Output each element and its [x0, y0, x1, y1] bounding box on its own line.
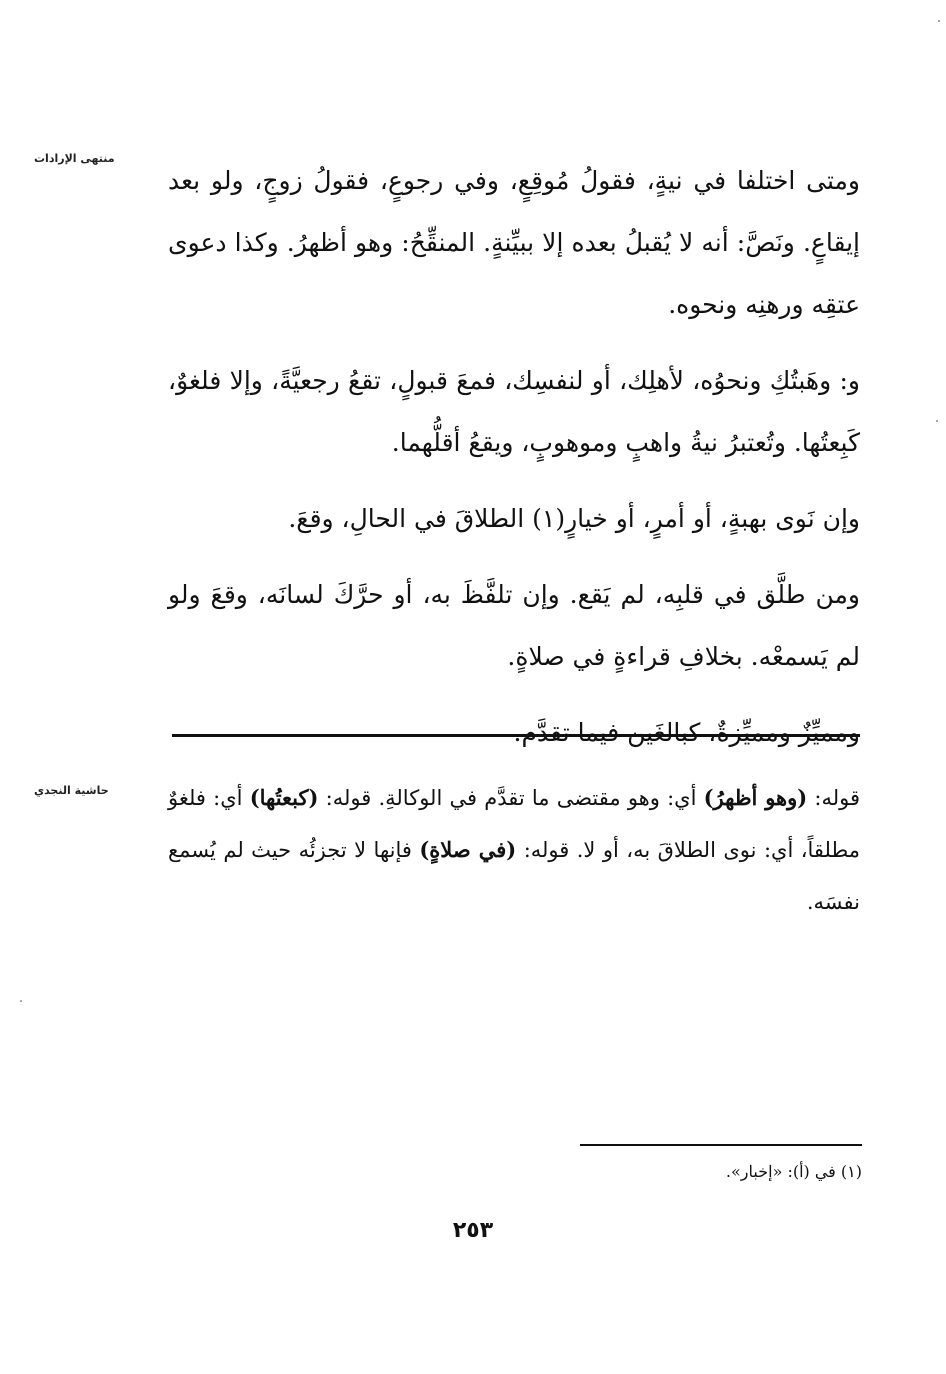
footnote: (١) في (أ): «إخبار».	[725, 1162, 862, 1181]
main-divider	[172, 734, 860, 737]
main-paragraph-5: ومميِّزٌ ومميِّزةٌ، كبالغَين فيما تقدَّم.	[513, 718, 860, 747]
footnote-divider	[580, 1144, 862, 1146]
side-label-hashia: حاشية النجدي	[34, 784, 109, 797]
hashia-text-2: أي: فلغوٌ مطلقاً، أي: نوى الطلاقَ به، أو لا. قوله:	[168, 786, 860, 862]
hashia-prefix: قوله:	[807, 786, 861, 810]
scan-speck	[936, 420, 938, 422]
main-paragraph-3: وإن نَوى بهبةٍ، أو أمرٍ، أو خيارٍ(١) الطلاقَ في الحالِ، وقعَ.	[288, 504, 860, 533]
main-paragraph-2: و: وهَبتُكِ ونحوُه، لأهلِك، أو لنفسِك، فمعَ قبولٍ، تقعُ رجعيَّةً، وإلا فلغوٌ، كَبِعتُها. وتُعتبرُ نيةُ واهبٍ وموهوبٍ، ويقعُ أقلُّهما.	[168, 366, 860, 457]
main-body	[168, 150, 860, 778]
hashia-quote-2: (كبعتُها)	[249, 785, 319, 810]
scan-speck	[938, 20, 940, 22]
main-paragraph-1: ومتى اختلفا في نيةٍ، فقولُ مُوقِعٍ، وفي رجوعٍ، فقولُ زوجٍ، ولو بعد إيقاعٍ. ونَصَّ: أنه لا يُقبلُ بعده إلا ببيِّنةٍ. المنقِّحُ: وهو أظهرُ. وكذا دعوى عتقِه ورهنِه ونحوه.	[168, 166, 860, 319]
scan-speck	[20, 1000, 22, 1002]
side-label-main: منتهى الإرادات	[34, 152, 115, 165]
page-number: ٢٥٣	[452, 1218, 494, 1243]
hashia-paragraph	[168, 772, 860, 928]
hashia-quote-3: (في صلاةٍ)	[419, 837, 517, 862]
main-paragraph-4: ومن طلَّق في قلبِه، لم يَقع. وإن تلفَّظَ به، أو حرَّكَ لسانَه، وقعَ ولو لم يَسمعْه. بخلافِ قراءةٍ في صلاةٍ.	[168, 580, 860, 671]
hashia-quote-1: (وهو أظهرُ)	[703, 785, 808, 810]
hashia-text-3: فإنها لا تجزئُه حيث لم يُسمع نفسَه.	[168, 838, 860, 914]
hashia-body	[168, 772, 860, 928]
hashia-text-1: أي: وهو مقتضى ما تقدَّم في الوكالةِ. قوله:	[318, 786, 704, 810]
